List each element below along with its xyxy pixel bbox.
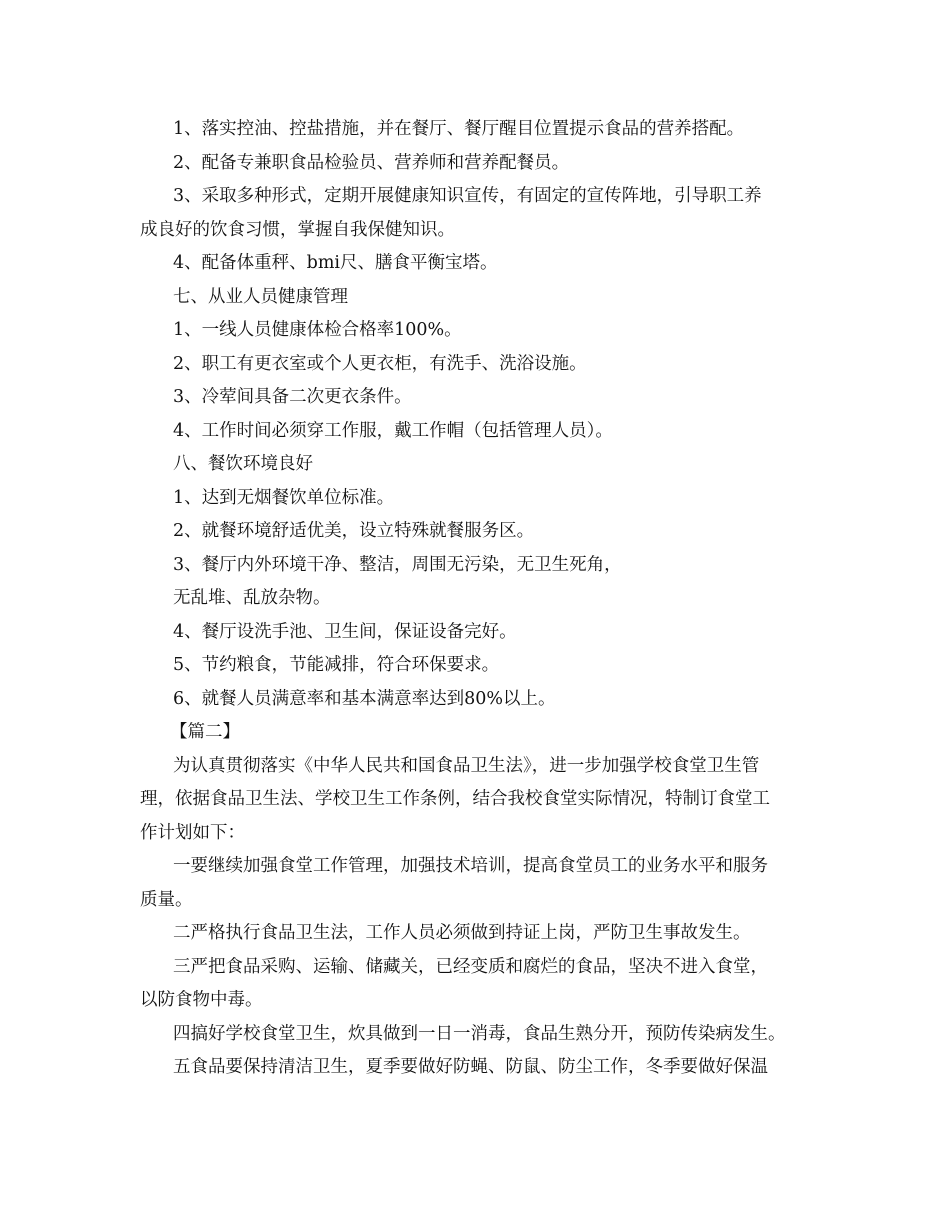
- text-line: 作计划如下：: [140, 822, 245, 843]
- text-line: 3、餐厅内外环境干净、整洁，周围无污染，无卫生死角，: [173, 554, 622, 575]
- text-line: 1、达到无烟餐饮单位标准。: [173, 487, 395, 508]
- text-line: 理，依据食品卫生法、学校卫生工作条例，结合我校食堂实际情况，特制订食堂工: [140, 789, 770, 809]
- document-body: [140, 113, 820, 1085]
- text-line: 成良好的饮食习惯，掌握自我保健知识。: [140, 219, 455, 240]
- section-heading: 七、从业人员健康管理: [173, 286, 348, 307]
- text-line: 1、一线人员健康体检合格率100%。: [173, 320, 462, 340]
- text-line: 2、职工有更衣室或个人更衣柜，有洗手、洗浴设施。: [173, 353, 587, 374]
- text-line: 以防食物中毒。: [140, 990, 263, 1010]
- text-line: 四搞好学校食堂卫生，炊具做到一日一消毒，食品生熟分开，预防传染病发生。: [173, 1023, 786, 1044]
- part-heading: 【篇二】: [170, 722, 240, 742]
- text-line: 三严把食品采购、运输、储藏关，已经变质和腐烂的食品，坚决不进入食堂，: [173, 956, 768, 977]
- text-line: 质量。: [140, 889, 193, 910]
- section-heading: 八、餐饮环境良好: [173, 454, 313, 474]
- text-line: 2、配备专兼职食品检验员、营养师和营养配餐员。: [173, 152, 570, 173]
- text-line: 4、餐厅设洗手池、卫生间，保证设备完好。: [173, 621, 517, 642]
- text-line: 无乱堆、乱放杂物。: [173, 588, 331, 608]
- text-line: 5、节约粮食，节能减排，符合环保要求。: [173, 655, 500, 675]
- text-line: 五食品要保持清洁卫生，夏季要做好防蝇、防鼠、防尘工作，冬季要做好保温: [173, 1057, 768, 1077]
- text-line: 2、就餐环境舒适优美，设立特殊就餐服务区。: [173, 521, 535, 541]
- text-line: 二严格执行食品卫生法，工作人员必须做到持证上岗，严防卫生事故发生。: [173, 923, 751, 943]
- text-line: 为认真贯彻落实《中华人民共和国食品卫生法》，进一步加强学校食堂卫生管: [173, 755, 760, 776]
- text-line: 3、冷荤间具备二次更衣条件。: [173, 387, 412, 407]
- text-line: 6、就餐人员满意率和基本满意率达到80%以上。: [173, 688, 556, 709]
- text-line: 4、配备体重秤、bmi尺、膳食平衡宝塔。: [173, 253, 498, 273]
- text-line: 1、落实控油、控盐措施，并在餐厅、餐厅醒目位置提示食品的营养搭配。: [173, 119, 745, 139]
- text-line: 3、采取多种形式，定期开展健康知识宣传，有固定的宣传阵地，引导职工养: [173, 186, 762, 206]
- text-line: 4、工作时间必须穿工作服，戴工作帽（包括管理人员）。: [173, 420, 613, 441]
- text-line: 一要继续加强食堂工作管理，加强技术培训，提高食堂员工的业务水平和服务: [173, 856, 768, 876]
